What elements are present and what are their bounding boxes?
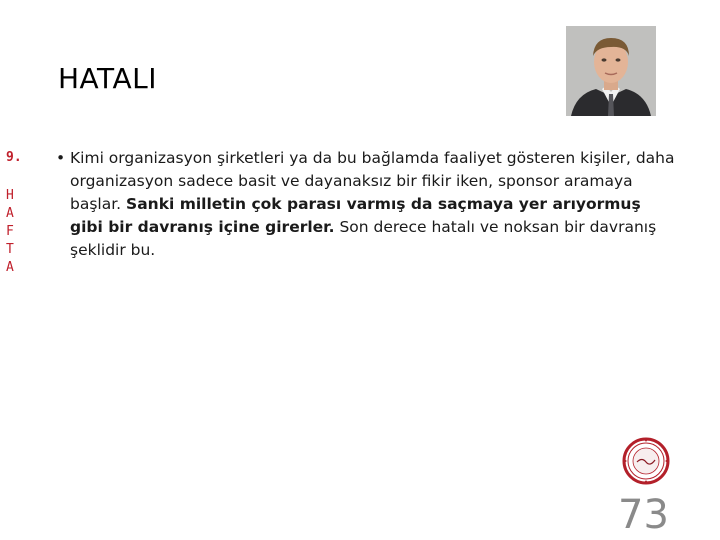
side-letter: A — [6, 206, 14, 221]
side-letter: F — [6, 224, 14, 239]
portrait-photo — [566, 26, 656, 116]
bullet-lead-text: Kimi organizasyon şirketleri ya da bu bağlamda faaliyet gösteren kişiler, daha organizasyon sadece basit ve dayanaksız bir fikir iken, sponsor aramaya başlar. — [70, 149, 675, 213]
bullet-symbol: • — [56, 149, 66, 167]
side-number: 9. — [6, 150, 22, 165]
bullet-text — [70, 147, 676, 262]
side-label — [6, 150, 22, 277]
side-letter: T — [6, 242, 14, 257]
bullet-bold-text: Sanki milletin çok parası varmış da saçmaya yer arıyormuş gibi bir davranış içine girerler. — [70, 195, 641, 236]
slide-title: HATALI — [58, 62, 157, 95]
page-number: 73 — [618, 492, 669, 538]
side-letter: A — [6, 260, 14, 275]
bullet-tail-text: Son derece hatalı ve noksan bir davranış şeklidir bu. — [70, 218, 657, 259]
bullet-paragraph — [56, 147, 676, 262]
side-letter: H — [6, 188, 14, 203]
side-letters — [6, 187, 22, 277]
seal-logo — [622, 437, 670, 485]
